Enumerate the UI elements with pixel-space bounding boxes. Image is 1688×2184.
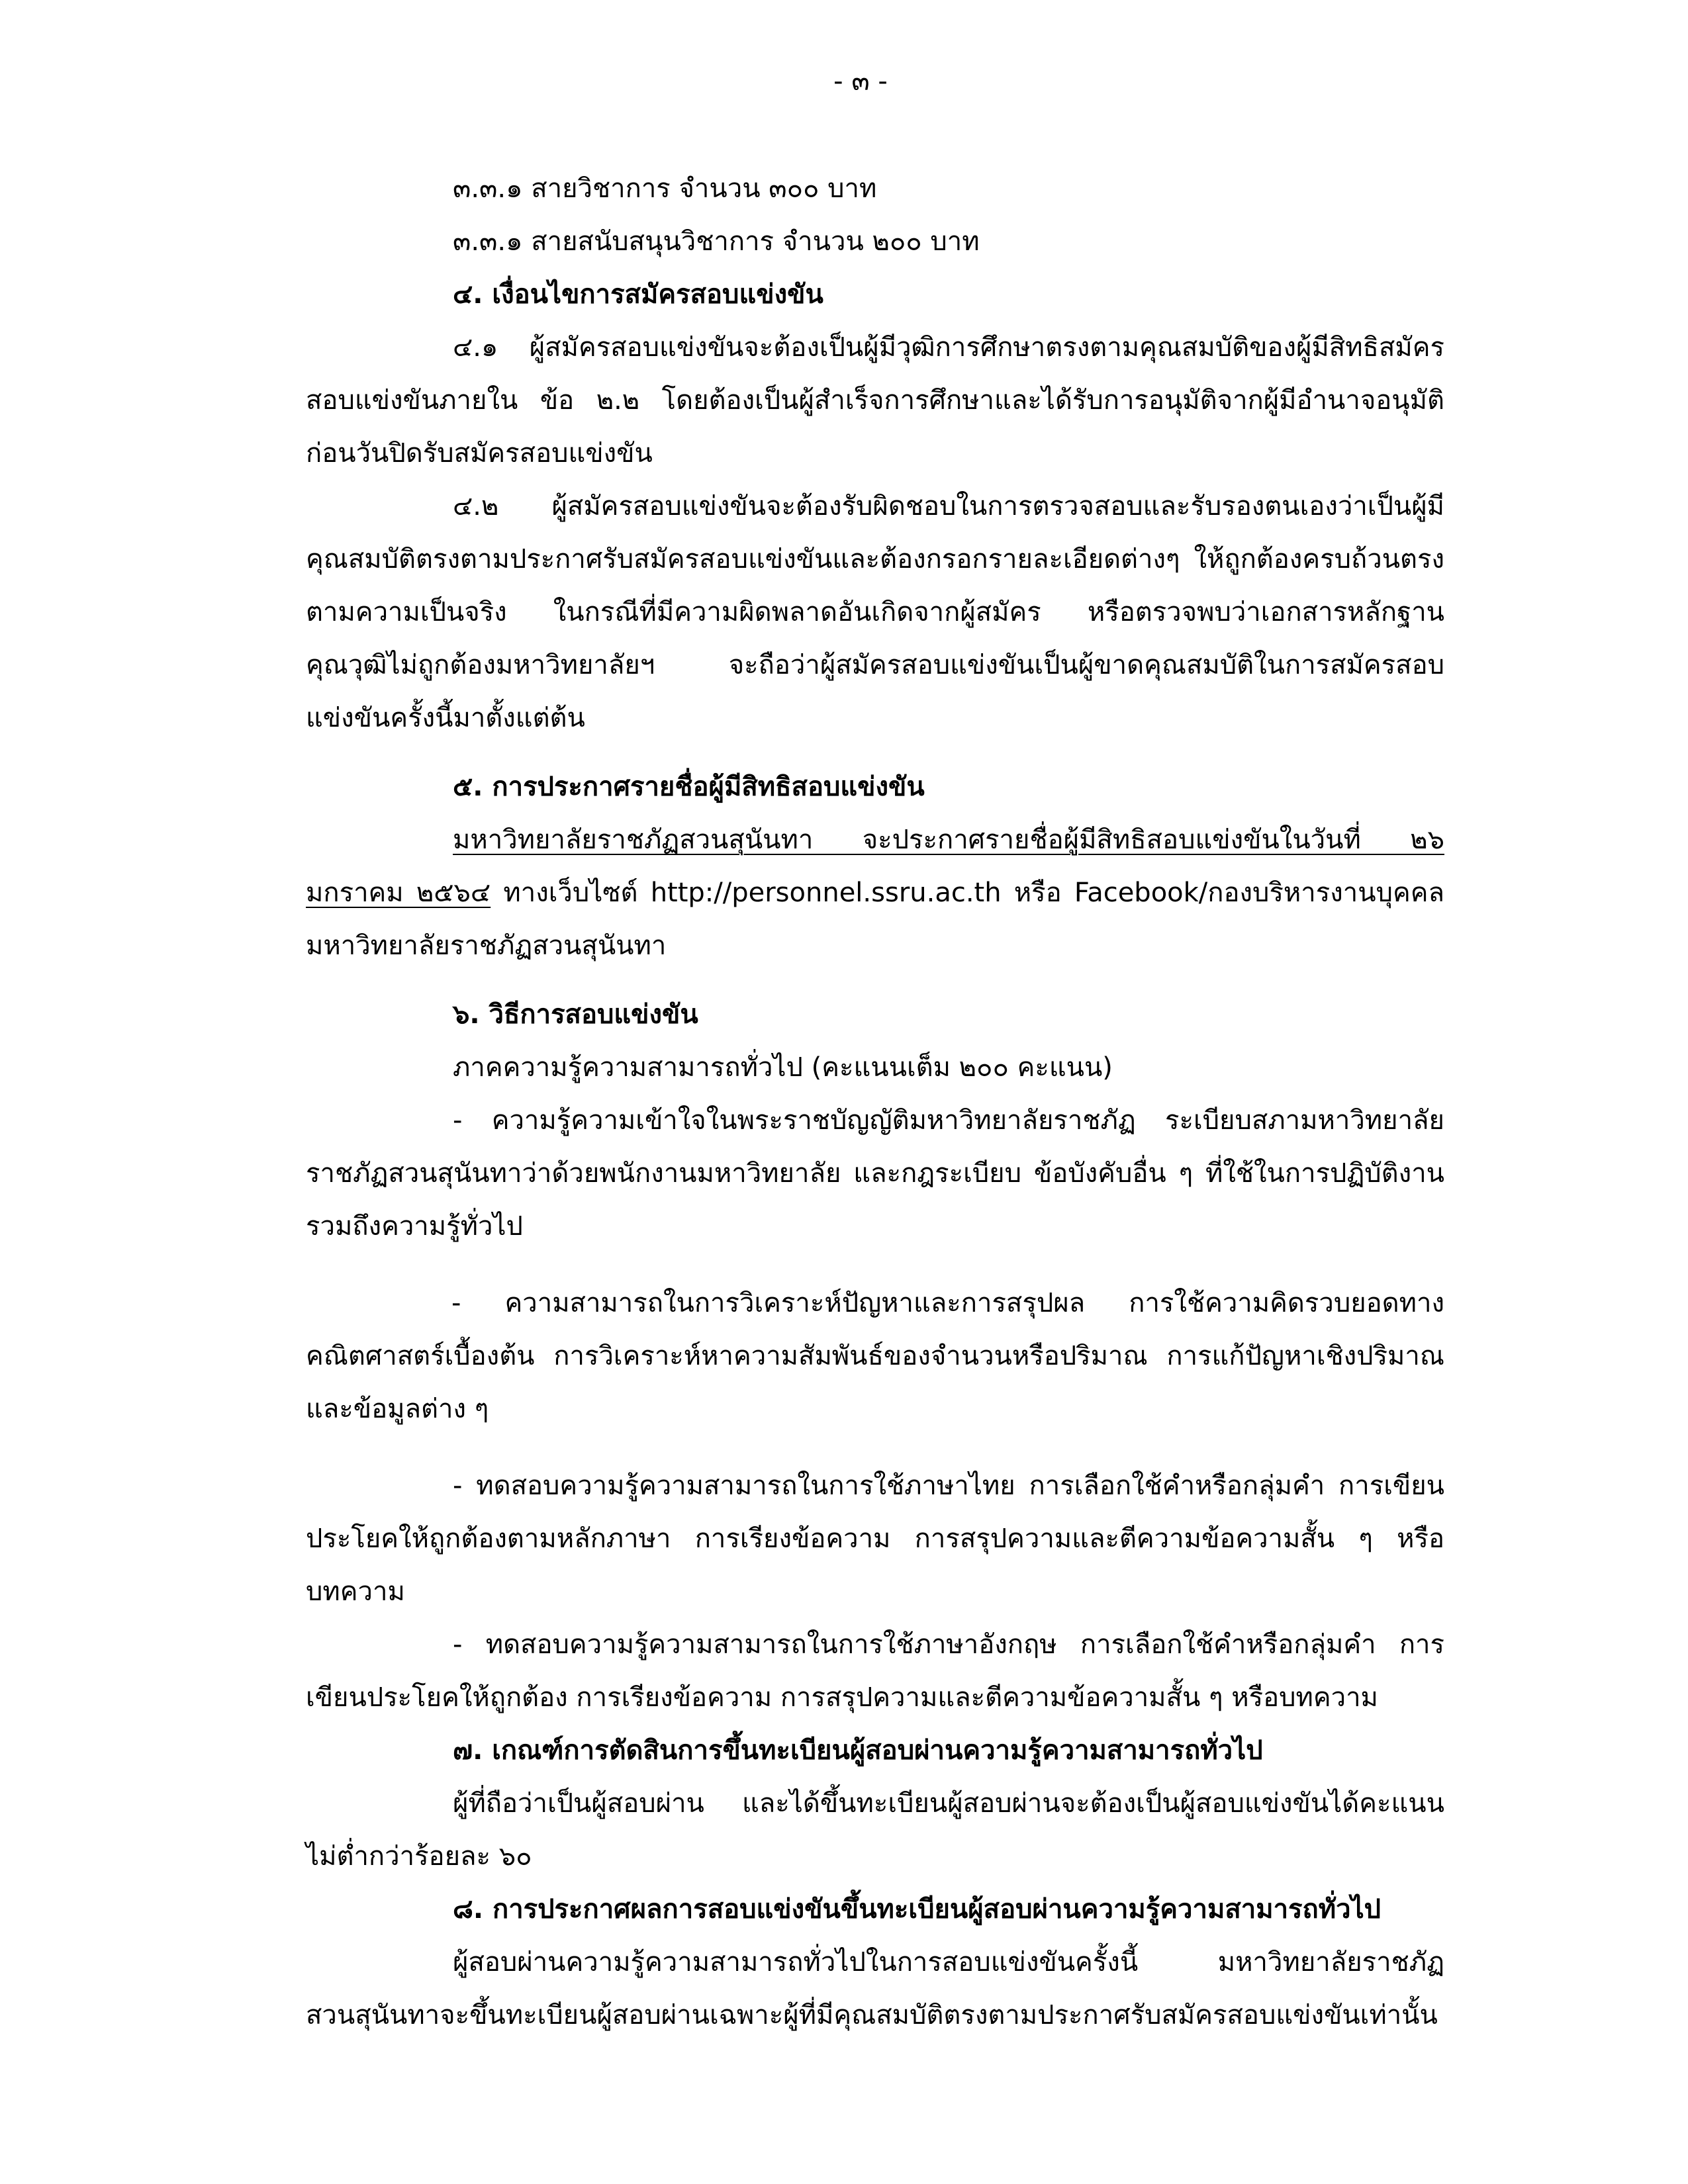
section-7-heading: ๗. เกณฑ์การตัดสินการขึ้นทะเบียนผู้สอบผ่านความรู้ความสามารถทั่วไป <box>453 1735 1263 1766</box>
section-4-1-paragraph: ๔.๑ ผู้สมัครสอบแข่งขันจะต้องเป็นผู้มีวุฒิการศึกษาตรงตามคุณสมบัติของผู้มีสิทธิสมัครสอบแข่งขันภายใน ข้อ ๒.๒ โดยต้องเป็นผู้สำเร็จการศึกษาและได้รับการอนุมัติจากผู้มีอำนาจอนุมัติ ก่อนวันปิดรับสมัครสอบแข่งขัน <box>306 332 1444 469</box>
section-6-bullet-english: - ทดสอบความรู้ความสามารถในการใช้ภาษาอังกฤษ การเลือกใช้คำหรือกลุ่มคำ การเขียนประโยคให้ถูกต้อง การเรียงข้อความ การสรุปความและตีความข้อความสั้น ๆ หรือบทความ <box>306 1629 1444 1713</box>
document-body <box>306 162 1444 2042</box>
section-6-bullet-law: - ความรู้ความเข้าใจในพระราชบัญญัติมหาวิทยาลัยราชภัฏ ระเบียบสภามหาวิทยาลัยราชภัฏสวนสุนันทาว่าด้วยพนักงานมหาวิทยาลัย และกฎระเบียบ ข้อบังคับอื่น ๆ ที่ใช้ในการปฏิบัติงาน รวมถึงความรู้ทั่วไป <box>306 1105 1444 1242</box>
fee-academic: ๓.๓.๑ สายวิชาการ จำนวน ๓๐๐ บาท <box>453 173 877 204</box>
section-5-paragraph <box>306 813 1444 972</box>
announcement-date-text: มหาวิทยาลัยราชภัฏสวนสุนันทา จะประกาศรายชื่อผู้มีสิทธิสอบแข่งขันในวันที่ ๒๖ มกราคม ๒๕๖๔ <box>306 825 1444 908</box>
section-5-heading: ๕. การประกาศรายชื่อผู้มีสิทธิสอบแข่งขัน <box>453 772 925 802</box>
announcement-channel-text: ทางเว็บไซต์ http://personnel.ssru.ac.th หรือ Facebook/กองบริหารงานบุคคล มหาวิทยาลัยราชภัฏสวนสุนันทา <box>306 878 1444 961</box>
section-6-heading: ๖. วิธีการสอบแข่งขัน <box>453 999 698 1030</box>
section-4-2-paragraph: ๔.๒ ผู้สมัครสอบแข่งขันจะต้องรับผิดชอบในการตรวจสอบและรับรองตนเองว่าเป็นผู้มีคุณสมบัติตรงตามประกาศรับสมัครสอบแข่งขันและต้องกรอกรายละเอียดต่างๆ ให้ถูกต้องครบถ้วนตรงตามความเป็นจริง ในกรณีที่มีความผิดพลาดอันเกิดจากผู้สมัคร หรือตรวจพบว่าเอกสารหลักฐานคุณวุฒิไม่ถูกต้องมหาวิทยาลัยฯ จะถือว่าผู้สมัครสอบแข่งขันเป็นผู้ขาดคุณสมบัติในการสมัครสอบแข่งขันครั้งนี้มาตั้งแต่ต้น <box>306 491 1444 733</box>
section-6-subheading: ภาคความรู้ความสามารถทั่วไป (คะแนนเต็ม ๒๐๐ คะแนน) <box>453 1052 1113 1083</box>
fee-support: ๓.๓.๑ สายสนับสนุนวิชาการ จำนวน ๒๐๐ บาท <box>453 226 980 257</box>
section-8-paragraph: ผู้สอบผ่านความรู้ความสามารถทั่วไปในการสอบแข่งขันครั้งนี้ มหาวิทยาลัยราชภัฏสวนสุนันทาจะขึ้นทะเบียนผู้สอบผ่านเฉพาะผู้ที่มีคุณสมบัติตรงตามประกาศรับสมัครสอบแข่งขันเท่านั้น <box>306 1947 1444 2030</box>
page-number: - ๓ - <box>833 66 888 97</box>
section-4-heading: ๔. เงื่อนไขการสมัครสอบแข่งขัน <box>453 279 823 310</box>
section-6-bullet-analysis: - ความสามารถในการวิเคราะห์ปัญหาและการสรุปผล การใช้ความคิดรวบยอดทางคณิตศาสตร์เบื้องต้น การวิเคราะห์หาความสัมพันธ์ของจำนวนหรือปริมาณ การแก้ปัญหาเชิงปริมาณและข้อมูลต่าง ๆ <box>306 1288 1444 1424</box>
section-7-paragraph: ผู้ที่ถือว่าเป็นผู้สอบผ่าน และได้ขึ้นทะเบียนผู้สอบผ่านจะต้องเป็นผู้สอบแข่งขันได้คะแนนไม่ต่ำกว่าร้อยละ ๖๐ <box>306 1788 1444 1872</box>
section-8-heading: ๘. การประกาศผลการสอบแข่งขันขึ้นทะเบียนผู้สอบผ่านความรู้ความสามารถทั่วไป <box>453 1894 1382 1925</box>
section-6-bullet-thai: - ทดสอบความรู้ความสามารถในการใช้ภาษาไทย การเลือกใช้คำหรือกลุ่มคำ การเขียนประโยคให้ถูกต้องตามหลักภาษา การเรียงข้อความ การสรุปความและตีความข้อความสั้น ๆ หรือบทความ <box>306 1471 1444 1607</box>
